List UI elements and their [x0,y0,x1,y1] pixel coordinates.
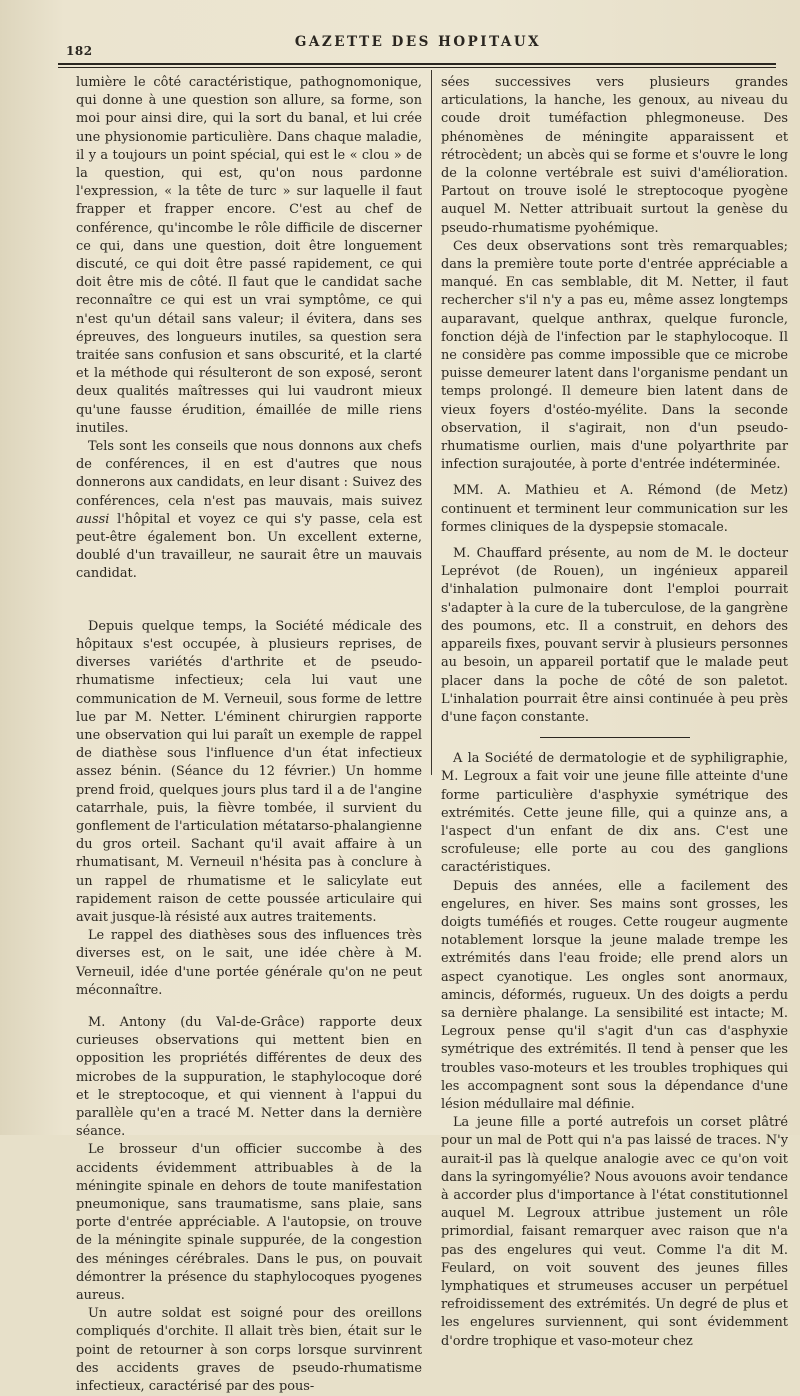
page-number: 182 [66,44,93,58]
column-divider [431,70,432,775]
running-title: GAZETTE DES HOPITAUX [294,34,542,50]
paragraph: Ces deux observations sont très remarquables; dans la première toute porte d'entrée appréciable a manqué. En cas semblable, dit M. Netter, il faut rechercher s'il n'y a pas eu, même assez longtemps auparavant, quelque anthrax, quelque furoncle, fonction déjà de l'infection par le staphylocoque. Il ne considère pas comme impossible que ce microbe puisse demeurer latent dans l'organisme pendant un temps prolongé. Il demeure bien latent dans de vieux foyers d'ostéo-myélite. Dans la seconde observation, il s'agirait, non d'un pseudo-rhumatisme ourlien, mais d'une polyarthrite par infection surajoutée, à porte d'entrée indéterminée. [441,238,788,473]
paragraph: La jeune fille a porté autrefois un corset plâtré pour un mal de Pott qui n'a pas laissé de traces. N'y aurait-il pas là quelque analogie avec ce qu'on voit dans la syringomyélie? Nous avouons avoir tendance à accorder plus d'importance à l'état constitutionnel auquel M. Legroux attribue justement un rôle primordial, faisant remarquer avec raison que n'a pas des engelures qui veut. Comme l'a dit M. Feulard, on voit souvent des jeunes filles lymphatiques et strumeuses accuser un perpétuel refroidissement des extrémités. Un degré de plus et les engelures surviennent, qui sont évidemment d'ordre trophique et vaso-moteur chez [441,1115,788,1349]
paragraph: sées successives vers plusieurs grandes articulations, la hanche, les genoux, au niveau du coude droit tuméfaction phlegmoneuse. Des phénomènes de méningite apparaissent et rétrocèdent; un abcès qui se forme et s'ouvre le long de la colonne vertébrale est suivi d'amélioration. Partout on trouve isolé le streptocoque pyogène auquel M. Netter attribuait surtout la genèse du pseudo-rhumatisme pyohémique. [441,75,788,236]
page-header [58,28,778,58]
italic-emphasis: aussi [76,511,110,527]
paragraph: Le rappel des diathèses sous des influences très diverses est, on le sait, une idée chère à M. Verneuil, idée d'une portée générale qu'on ne peut méconnaître. [76,928,422,998]
paragraph: M. Antony (du Val-de-Grâce) rapporte deux curieuses observations qui mettent bien en opposition les propriétés différentes de deux des microbes de la suppuration, le staphylocoque doré et le streptocoque, et qui viennent à l'appui du parallèle qu'en a tracé M. Netter dans la dernière séance. [76,1014,422,1140]
paragraph: Un autre soldat est soigné pour des oreillons compliqués d'orchite. Il allait très bien, était sur le point de retourner à son corps lorsque survinrent des accidents graves de pseudo-rhumatisme infectieux, caractérisé par des pous- [76,1306,422,1395]
paragraph: Tels sont les conseils que nous donnons aux chefs de conférences, il en est d'autres que nous donnerons aux candidats, en leur disant : Suivez des conférences, cela n'est pas mauvais, mais suivez aussi l'hôpital et voyez ce qui s'y passe, cela est peut-être également bon. Un excellent externe, doublé d'un travailleur, ne saurait être un mauvais candidat. [76,439,422,582]
paragraph: lumière le côté caractéristique, pathognomonique, qui donne à une question son allure, sa forme, son moi pour ainsi dire, qui la sort du banal, et lui crée une physionomie particulière. Dans chaque maladie, il y a toujours un point spécial, qui est le « clou » de la question, qui est, qu'on nous pardonne l'expression, « la tête de turc » sur laquelle il faut frapper et frapper encore. C'est au chef de conférence, qu'incombe le rôle difficile de discerner ce qui, dans une question, doit être longuement discuté, ce qui doit être passé rapidement, ce qui doit être mis de côté. Il faut que le candidat sache reconnaître ce qui est un vrai symptôme, ce qui n'est qu'un détail sans valeur; il évitera, dans ses épreuves, des longueurs inutiles, sa question sera traitée sans confusion et sans obscurité, et la clarté et la méthode qui résulteront de son exposé, seront deux qualités maîtresses qui lui vaudront mieux qu'une fausse érudition, émaillée de mille riens inutiles. [76,75,422,436]
paragraph: Depuis quelque temps, la Société médicale des hôpitaux s'est occupée, à plusieurs reprises, de diverses variétés d'arthrite et de pseudo-rhumatisme infectieux; cela lui vaut une communication de M. Verneuil, sous forme de lettre lue par M. Netter. L'éminent chirurgien rapporte une observation qui lui paraît un exemple de rappel de diathèse sous l'influence d'un état infectieux assez bénin. (Séance du 12 février.) Un homme prend froid, quelques jours plus tard il a de l'angine catarrhale, puis, la fièvre tombée, il survient du gonflement de l'articulation métatarso-phalangienne du gros orteil. Sachant qu'il avait affaire à un rhumatisant, M. Verneuil n'hésita pas à conclure à un rappel de rhumatisme et le salicylate eut rapidement raison de cette poussée articulaire qui avait jusque-là résisté aux autres traitements. [76,618,422,925]
paragraph: Le brosseur d'un officier succombe à des accidents évidemment attribuables à de la méningite spinale en dehors de toute manifestation pneumonique, sans traumatisme, sans plaie, sans porte d'entrée appréciable. A l'autopsie, on trouve de la méningite spinale suppurée, de la congestion des méninges cérébrales. Dans le pus, on pouvait démontrer la présence du staphylocoques pyogenes aureus. [76,1142,422,1303]
paragraph: A la Société de dermatologie et de syphiligraphie, M. Legroux a fait voir une jeune fille atteinte d'une forme particulière d'asphyxie symétrique des extrémités. Cette jeune fille, qui a quinze ans, a l'aspect d'un enfant de dix ans. C'est une scrofuleuse; elle porte au cou des ganglions caractéristiques. [441,751,788,876]
paragraph: MM. A. Mathieu et A. Rémond (de Metz) continuent et terminent leur communication sur les formes cliniques de la dyspepsie stomacale. [441,483,788,535]
paragraph: Depuis des années, elle a facilement des engelures, en hiver. Ses mains sont grosses, les doigts tuméfiés et rouges. Cette rougeur augmente notablement lorsque la jeune malade trempe les extrémités dans l'eau froide; elle prend alors un aspect cyanotique. Les ongles sont anormaux, amincis, déformés, rugueux. Un des doigts a perdu sa dernière phalange. La sensibilité est intacte; M. Legroux pense qu'il s'agit d'un cas d'asphyxie symétrique des extrémités. Il tend à penser que les troubles vaso-moteurs et les troubles trophiques qui les accompagnent sont sous la dépendance d'une lésion médullaire mal définie. [441,878,788,1112]
header-rule [58,63,776,65]
header-rule-thin [58,67,776,68]
paragraph: M. Chauffard présente, au nom de M. le docteur Leprévot (de Rouen), un ingénieux appareil d'inhalation pulmonaire dont l'emploi pourrait s'adapter à la cure de la tuberculose, de la gangrène des poumons, etc. Il a construit, en dehors des appareils fixes, pouvant servir à plusieurs personnes au besoin, un appareil portatif que le malade peut placer dans la poche de côté de son paletot. L'inhalation pourrait être ainsi continuée à peu près d'une façon constante. [441,546,788,725]
left-column [76,74,422,1395]
right-column [441,74,788,1349]
section-separator [540,737,690,738]
